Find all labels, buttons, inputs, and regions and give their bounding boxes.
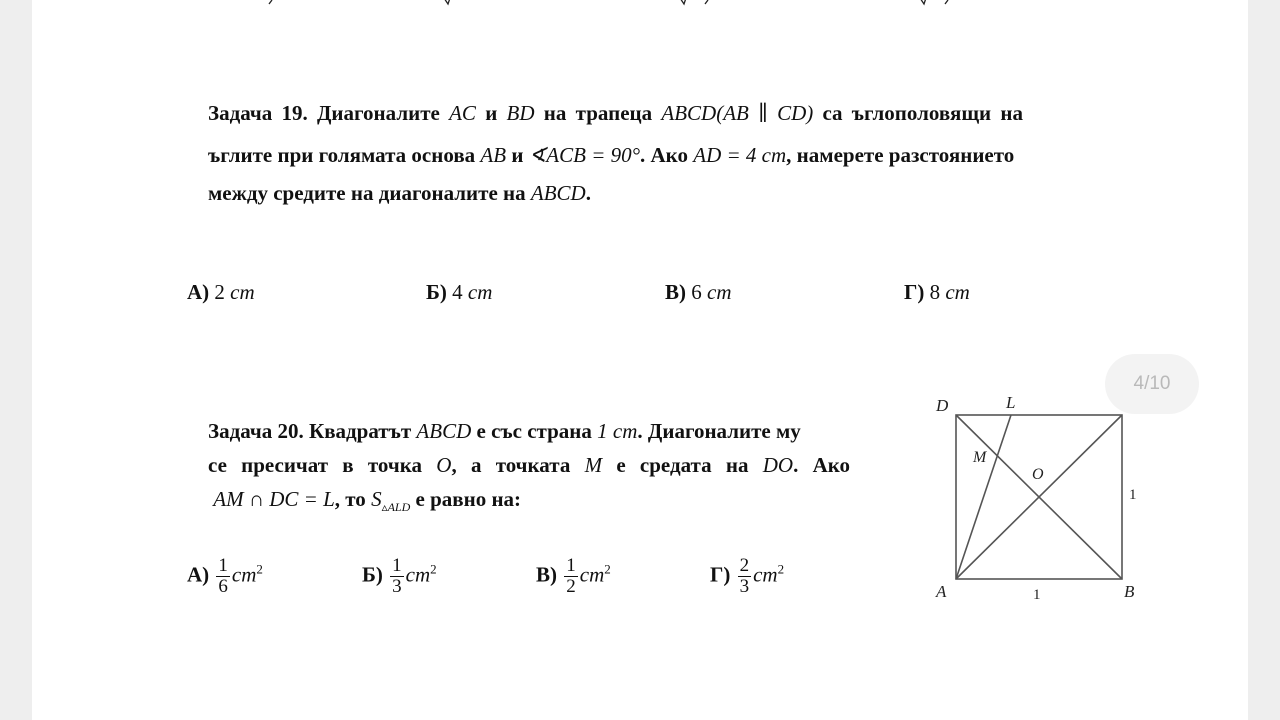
document-page [32,0,1248,720]
option-value: 8 [929,280,941,304]
task-20-line-2 [208,448,912,482]
task-19-option-c[interactable] [665,280,732,305]
task-20-text: , то [334,487,366,511]
cut-off-formula-strokes [32,0,1248,8]
page-indicator: 4/10 [1105,354,1199,414]
fraction-denominator: 3 [392,576,402,597]
option-exponent: 2 [777,561,785,577]
option-letter: В) [665,280,686,304]
task-19-line-2 [208,134,1164,176]
task-20-option-d[interactable] [710,556,784,597]
math-abcd: ABCD [661,101,717,125]
math-ab: AB [480,143,507,167]
task-20-text: , а точката [451,453,571,477]
task-20-text: Квадратът [308,419,412,443]
task-19-text: на трапеца [543,101,653,125]
option-exponent: 2 [430,561,437,577]
math-abcd: ABCD [416,419,472,443]
task-19-option-d[interactable] [904,280,970,305]
task-19-line-3 [208,176,1164,210]
option-letter: Г) [710,562,731,587]
option-fraction [564,556,578,597]
task-20-text: се пресичат в точка [208,453,423,477]
task-19-text: и [485,101,498,125]
label-b: B [1124,582,1135,601]
option-letter: Б) [426,280,447,304]
task-19-text: . [585,181,591,205]
math-side: 1 cm [597,419,638,443]
math-ac: AC [449,101,476,125]
task-20-line-1 [208,414,912,448]
option-unit: cm [405,562,431,587]
task-20 [208,414,912,524]
math-m: M [584,453,603,477]
math-bd: BD [506,101,535,125]
option-fraction [390,556,404,597]
task-19-text: Диагоналите [316,101,440,125]
task-20-option-c[interactable] [536,556,611,597]
math-parallel: (AB ∥ CD) [716,101,814,125]
task-19 [208,92,1164,210]
task-19-text: между средите на диагоналите на [208,181,526,205]
task-20-text: е равно на: [415,487,522,511]
option-unit: cm [945,280,970,304]
task-20-line-3 [208,482,912,524]
fraction-numerator: 1 [218,555,228,576]
task-19-line-1 [208,92,1164,134]
math-do: DO [762,453,794,477]
task-19-text: , намерете разстоянието [786,143,1015,167]
task-20-text: . Диагоналите му [637,419,801,443]
option-letter: А) [187,562,210,587]
option-fraction [738,556,752,597]
label-m: M [973,449,987,466]
label-d: D [936,396,949,415]
task-19-text: ъглите при голямата основа [208,143,476,167]
option-fraction [216,556,230,597]
label-a: A [936,582,947,601]
math-area-symbol: S [371,487,382,511]
task-19-text: . Ако [640,143,689,167]
label-o: O [1032,466,1044,483]
fraction-denominator: 2 [566,576,576,597]
fraction-numerator: 1 [392,555,402,576]
math-angle-acb: ∢ACB = 90° [528,143,641,167]
task-20-option-a[interactable] [187,556,263,597]
option-letter: В) [536,562,557,587]
label-side-right: 1 [1129,487,1137,503]
option-value: 4 [452,280,463,304]
option-value: 2 [214,280,225,304]
task-20-text: е средата на [616,453,749,477]
task-19-text: и [511,143,524,167]
label-side-bottom: 1 [1033,587,1041,603]
task-19-option-a[interactable] [187,280,255,305]
task-20-text: е със страна [476,419,592,443]
task-19-text: са ъглополовящи на [822,101,1023,125]
option-value: 6 [691,280,702,304]
math-abcd: ABCD [530,181,586,205]
option-exponent: 2 [604,561,611,577]
math-area-subscript: ▵ALD [381,500,411,515]
fraction-denominator: 6 [218,576,228,597]
option-letter: Г) [904,280,925,304]
option-exponent: 2 [256,561,263,577]
fraction-denominator: 3 [739,576,750,597]
fraction-numerator: 1 [566,555,576,576]
option-unit: cm [753,562,778,587]
option-letter: А) [187,280,210,304]
task-19-option-b[interactable] [426,280,492,305]
task-20-text: . Ако [793,453,851,477]
option-unit: cm [707,280,732,304]
previous-content-fragment [32,0,1248,8]
segment-al [956,415,1011,579]
math-o: O [436,453,452,477]
option-unit: cm [467,280,493,304]
label-l: L [1006,393,1016,412]
task-20-option-b[interactable] [362,556,437,597]
option-unit: cm [579,562,605,587]
option-unit: cm [231,562,257,587]
option-unit: cm [230,280,255,304]
square-diagram [927,385,1157,615]
math-am-cap-dc: AM ∩ DC = L [213,487,335,511]
task-19-number: Задача 19. [208,101,308,125]
option-letter: Б) [362,562,383,587]
fraction-numerator: 2 [739,555,750,576]
math-ad: AD = 4 cm [693,143,787,167]
task-20-number: Задача 20. [208,419,304,443]
